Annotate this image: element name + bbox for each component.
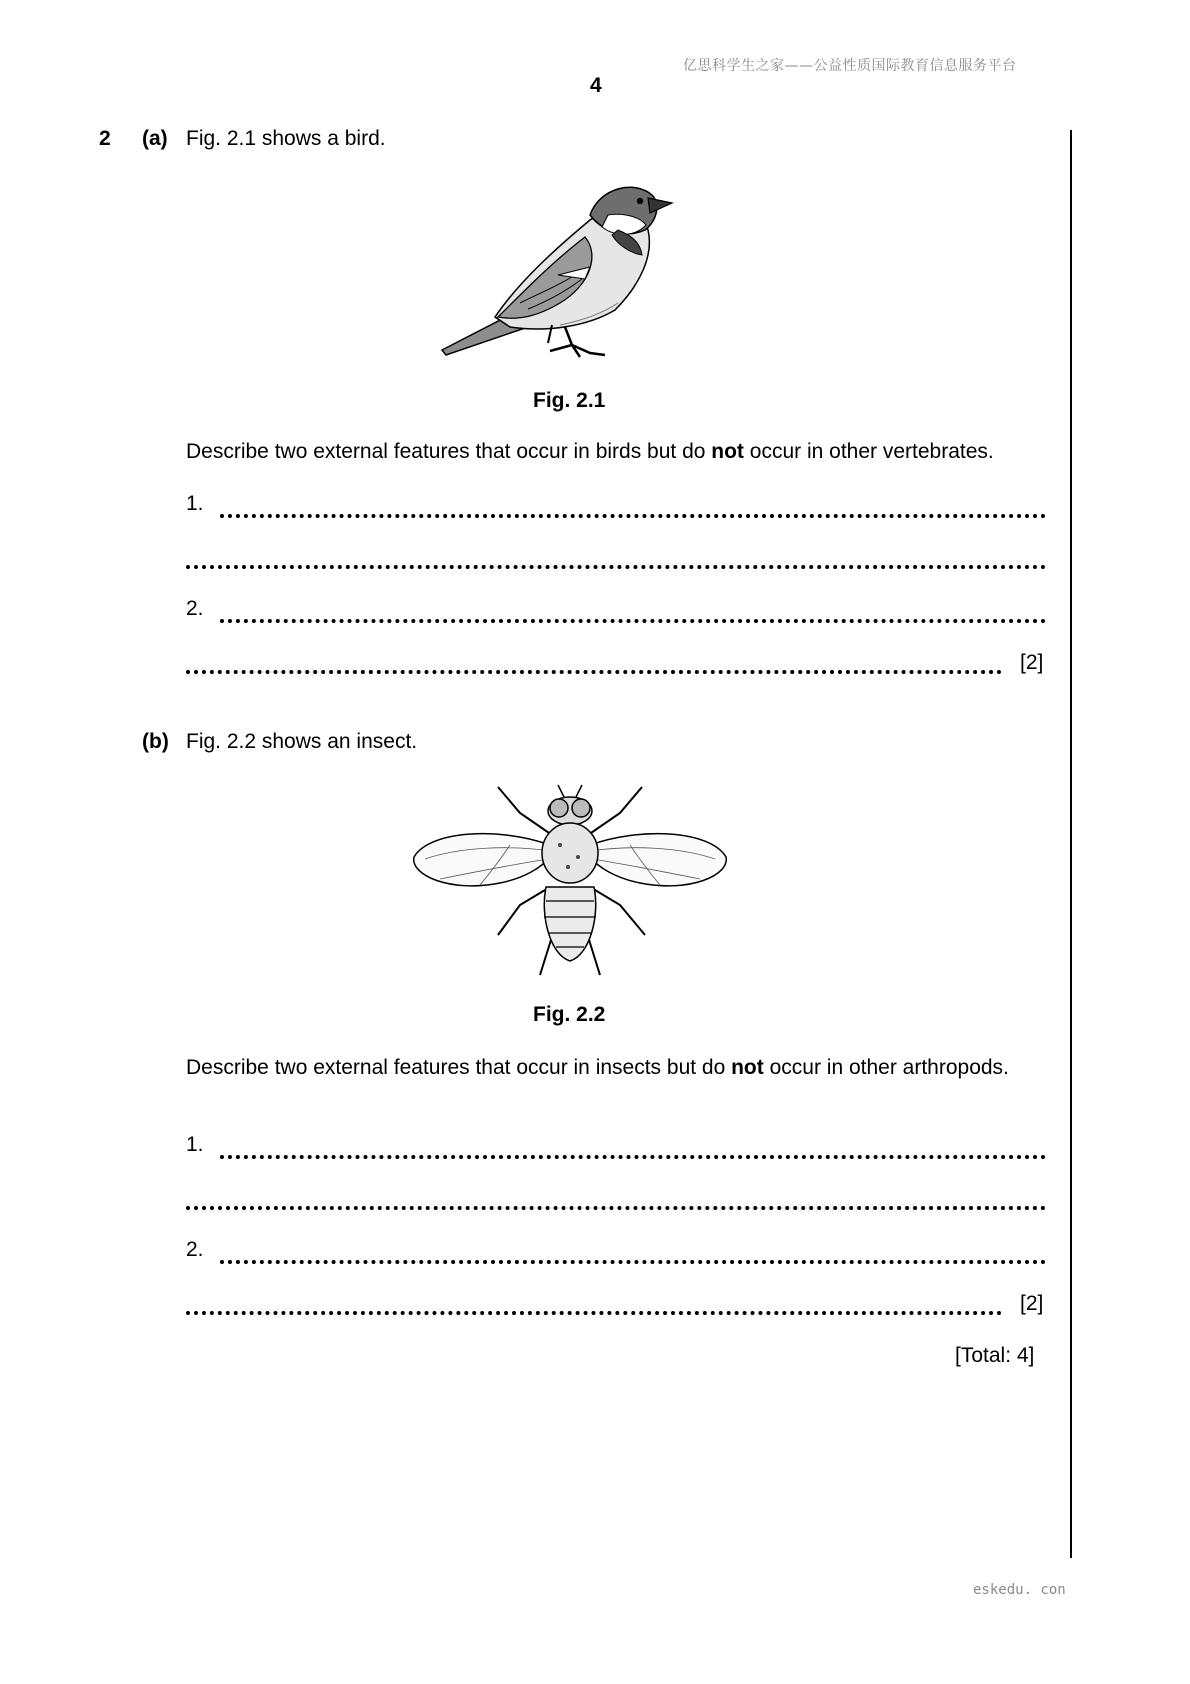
part-b-answer-2-line[interactable] <box>220 1260 1046 1264</box>
part-b-answer-1-line-2[interactable] <box>186 1206 1046 1210</box>
margin-rule <box>1070 130 1072 1558</box>
part-a-label: (a) <box>142 127 168 150</box>
insect-figure <box>410 775 730 980</box>
part-a-answer-1-label: 1. <box>186 492 204 515</box>
part-a-answer-1-line-2[interactable] <box>186 565 1046 569</box>
part-b-answer-1-line[interactable] <box>220 1155 1046 1159</box>
figure-2-1-caption: Fig. 2.1 <box>533 389 606 412</box>
part-b-answer-2-label: 2. <box>186 1238 204 1261</box>
part-a-answer-2-label: 2. <box>186 597 204 620</box>
page-number: 4 <box>590 74 602 97</box>
part-a-prompt: Describe two external features that occur in birds but do not occur in other vertebrates. <box>186 440 994 463</box>
site-banner: 亿思科学生之家——公益性质国际教育信息服务平台 <box>683 58 1017 74</box>
part-a-answer-2-line-2[interactable] <box>186 670 1002 674</box>
part-b-intro: Fig. 2.2 shows an insect. <box>186 730 418 753</box>
bird-figure <box>440 175 700 365</box>
footer-watermark: eskedu. con <box>973 1582 1066 1598</box>
figure-2-2-caption: Fig. 2.2 <box>533 1003 606 1026</box>
part-b-prompt: Describe two external features that occur in insects but do not occur in other arthropods. <box>186 1056 1009 1079</box>
part-a-answer-2-line[interactable] <box>220 619 1046 623</box>
part-b-prompt-emphasis: not <box>731 1056 764 1079</box>
part-b-label: (b) <box>142 730 169 753</box>
part-a-answer-1-line[interactable] <box>220 514 1046 518</box>
total-marks: [Total: 4] <box>955 1344 1035 1367</box>
part-b-answer-2-line-2[interactable] <box>186 1311 1002 1315</box>
part-a-intro: Fig. 2.1 shows a bird. <box>186 127 386 150</box>
part-a-prompt-emphasis: not <box>711 440 744 463</box>
part-b-marks: [2] <box>1020 1292 1044 1315</box>
question-number: 2 <box>99 127 111 150</box>
part-a-marks: [2] <box>1020 651 1044 674</box>
part-b-answer-1-label: 1. <box>186 1133 204 1156</box>
